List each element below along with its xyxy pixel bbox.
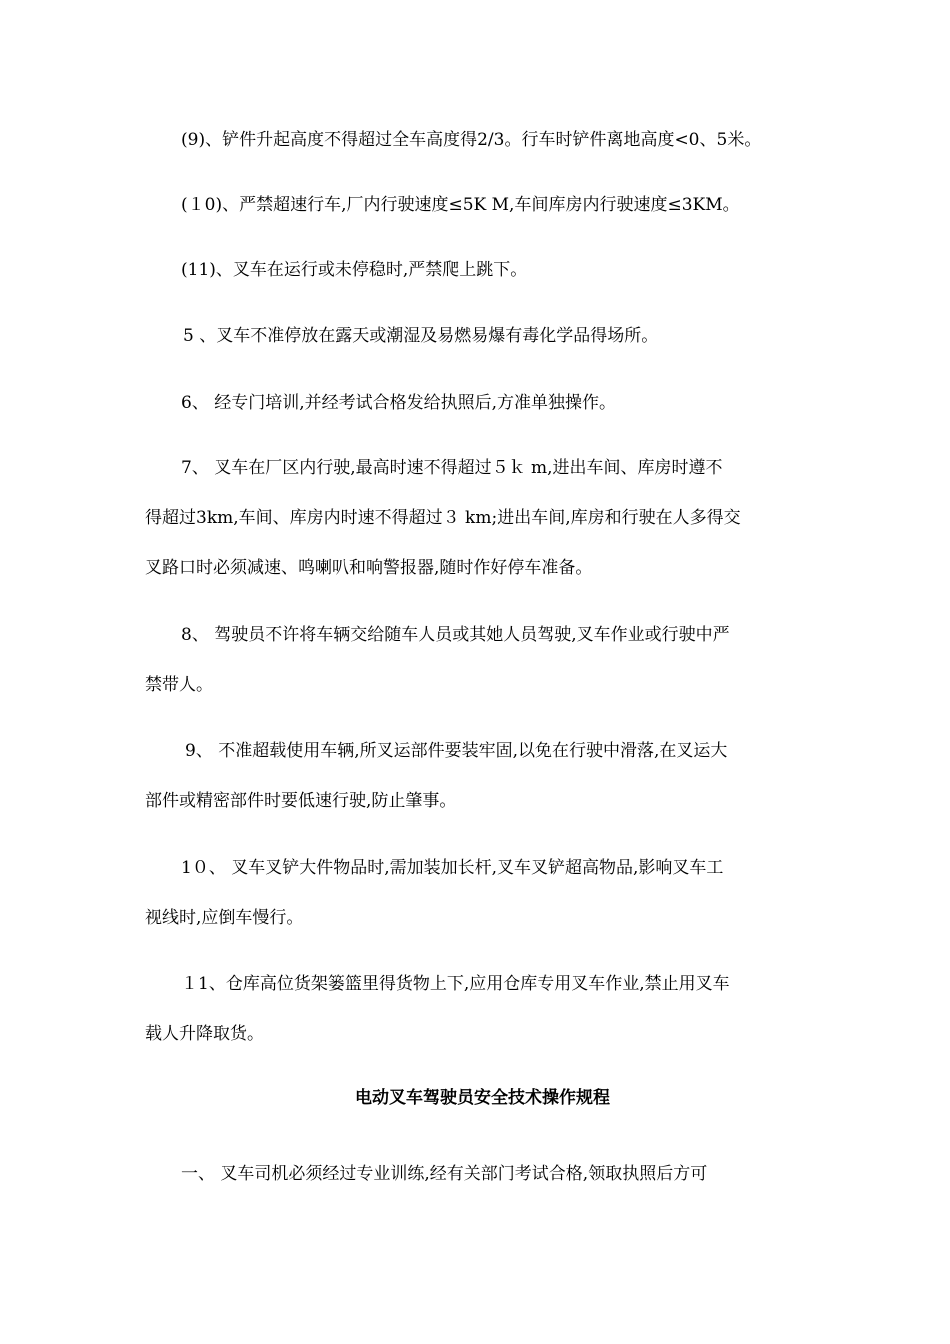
rule-9-line-1: 9、 不准超载使用车辆,所叉运部件要装牢固,以免在行驶中滑落,在叉运大 [185,741,728,761]
rule-10-line-1: 1０、 叉车叉铲大件物品时,需加装加长杆,叉车叉铲超高物品,影响叉车工 [181,858,724,878]
section-title: 电动叉车驾驶员安全技术操作规程 [355,1088,610,1108]
section-rule-1-line-1: 一、 叉车司机必须经过专业训练,经有关部门考试合格,领取执照后方可 [181,1164,708,1184]
rule-7-line-1: 7、 叉车在厂区内行驶,最高时速不得超过５ｋ m,进出车间、库房时遵不 [181,458,723,478]
rule-7-line-3: 叉路口时必须减速、鸣喇叭和响警报器,随时作好停车准备。 [145,558,593,578]
rule-10-line-2: 视线时,应倒车慢行。 [145,908,304,928]
rule-10-sub: (１0)、严禁超速行车,厂内行驶速度≤5K M,车间库房内行驶速度≤3KM。 [181,195,740,215]
rule-9-line-2: 部件或精密部件时要低速行驶,防止肇事。 [145,791,457,811]
rule-11-sub: (11)、叉车在运行或未停稳时,严禁爬上跳下。 [181,260,528,280]
rule-7-line-2: 得超过3km,车间、库房内时速不得超过３ km;进出车间,库房和行驶在人多得交 [145,508,741,528]
rule-9-sub: (9)、铲件升起高度不得超过全车高度得2/3。行车时铲件离地高度<0、5米。 [181,130,762,150]
rule-11-line-1: １1、仓库高位货架篓篮里得货物上下,应用仓库专用叉车作业,禁止用叉车 [181,974,730,994]
rule-11-line-2: 载人升降取货。 [145,1024,264,1044]
rule-6: 6、 经专门培训,并经考试合格发给执照后,方准单独操作。 [181,393,617,413]
rule-8-line-1: 8、 驾驶员不许将车辆交给随车人员或其她人员驾驶,叉车作业或行驶中严 [181,625,730,645]
rule-5: 5 、叉车不准停放在露天或潮湿及易燃易爆有毒化学品得场所。 [183,326,659,346]
rule-8-line-2: 禁带人。 [145,675,213,695]
